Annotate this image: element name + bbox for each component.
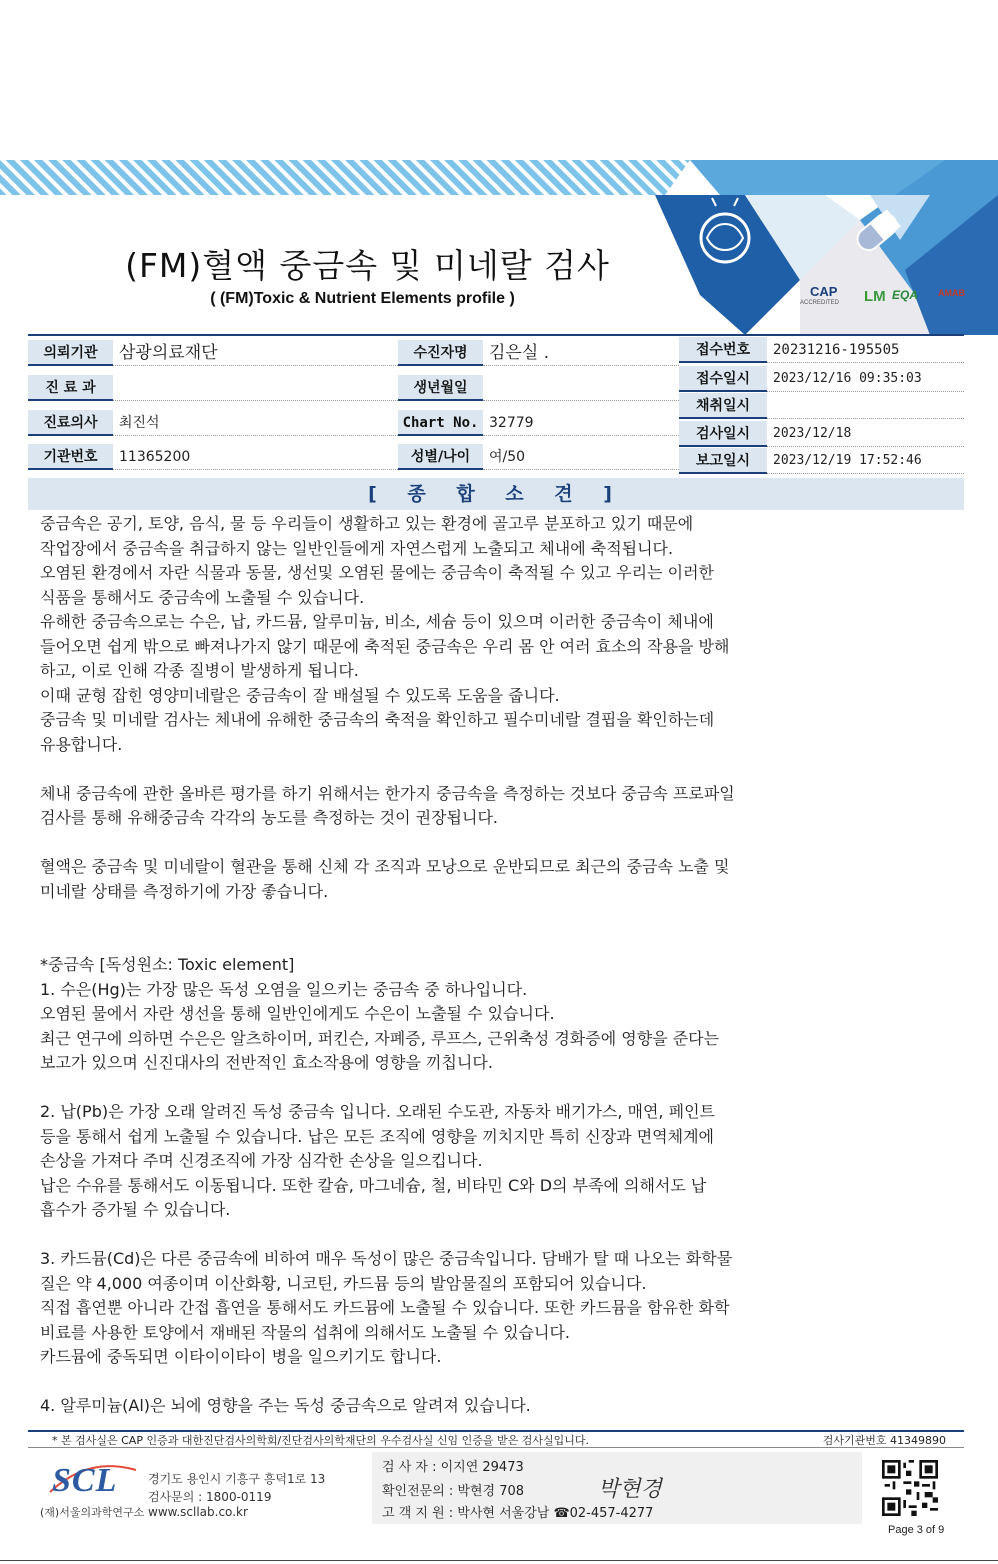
value-doctor: 최진석 (113, 410, 398, 436)
blank-line (40, 1370, 920, 1395)
body-line: 등을 통해서 쉽게 노출될 수 있습니다. 납은 모든 조직에 영향을 끼치지만 특히 신장과 면역체계에 (40, 1126, 714, 1146)
body-line: 비료를 사용한 토양에서 재배된 작물의 섭취에 의해서도 노출될 수 있습니다. (40, 1322, 570, 1342)
body-line: 하고, 이로 인해 각종 질병이 발생하게 됩니다. (40, 661, 359, 680)
label-department: 진 료 과 (28, 375, 113, 401)
value-receipt-no: 20231216-195505 (767, 337, 964, 363)
customer-support: 고 객 지 원 : 박사현 서울강남 ☎02-457-4277 (382, 1506, 654, 1521)
lab-website[interactable]: www.scllab.co.kr (148, 1505, 248, 1519)
value-report-dt: 2023/12/19 17:52:46 (767, 448, 964, 474)
body-line: 1. 수은(Hg)는 가장 많은 독성 오염을 일으키는 중금속 중 하나입니다. (40, 979, 528, 999)
value-chart-no: 32779 (483, 410, 679, 436)
page-subtitle: ( (FM)Toxic & Nutrient Elements profile ) (210, 290, 515, 307)
label-patient: 수진자명 (398, 340, 483, 366)
body-line: 중금속은 공기, 토양, 음식, 물 등 우리들이 생활하고 있는 환경에 골고루 분포하고 있기 때문에 (40, 514, 694, 533)
label-receipt-dt: 접수일시 (679, 366, 767, 392)
blank-line (40, 1223, 920, 1248)
confirming-specialist: 확인전문의 : 박현경 708 (382, 1484, 525, 1499)
value-inst-no: 11365200 (113, 444, 398, 470)
body-line: 식품을 통해서도 중금속에 노출될 수 있습니다. (40, 587, 365, 607)
body-line: *중금속 [독성원소: Toxic element] (40, 955, 295, 974)
body-line: 손상을 가져다 주며 신경조직에 가장 심각한 손상을 일으킵니다. (40, 1151, 483, 1170)
body-line: 카드뮴에 중독되면 이타이이타이 병을 일으키기도 합니다. (40, 1347, 442, 1366)
footer-mid-rule (28, 1447, 964, 1448)
body-line: 작업장에서 중금속을 취급하지 않는 일반인들에게 자연스럽게 노출되고 체내에 축적됩니다. (40, 538, 674, 558)
body-line: 미네랄 상태를 측정하기에 가장 좋습니다. (40, 881, 329, 901)
summary-body (40, 512, 920, 1419)
body-line: 2. 납(Pb)은 가장 오래 알려진 독성 중금속 입니다. 오래된 수도관, 자동차 배기가스, 매연, 페인트 (40, 1102, 715, 1121)
specialist-signature: 박현경 (598, 1477, 662, 1502)
label-receipt-no: 접수번호 (679, 337, 767, 363)
body-line: 유해한 중금속으로는 수은, 납, 카드뮴, 알루미늄, 비소, 세슘 등이 있으며 이러한 중금속이 체내에 (40, 612, 714, 631)
body-line: 오염된 물에서 자란 생선을 통해 일반인에게도 수은이 노출될 수 있습니다. (40, 1004, 555, 1023)
scl-logo-subtitle: (재)서울의과학연구소 (40, 1506, 145, 1519)
value-patient: 김은실 . (483, 340, 679, 366)
lab-contact: 검사문의 : 1800-0119 (148, 1490, 272, 1504)
body-line: 검사를 통해 유해중금속 각각의 농도를 측정하는 것이 권장됩니다. (40, 808, 499, 827)
body-line: 유용합니다. (40, 734, 123, 754)
value-test-dt: 2023/12/18 (767, 421, 964, 447)
label-institution: 의뢰기관 (28, 340, 113, 366)
summary-heading: [ 종 합 소 견 ] (28, 478, 964, 510)
value-sex-age: 여/50 (483, 444, 679, 470)
cap-logo-sub: ACCREDITED (800, 300, 840, 306)
label-inst-no: 기관번호 (28, 444, 113, 470)
body-line: 최근 연구에 의하면 수은은 알츠하이머, 퍼킨슨, 자폐증, 루프스, 근위축성 경화증에 영향을 준다는 (40, 1028, 720, 1048)
blank-line (40, 1076, 920, 1101)
bottom-rule (0, 1560, 998, 1561)
body-line: 직접 흡연뿐 아니라 간접 흡연을 통해서도 카드뮴에 노출될 수 있습니다. 또한 카드뮴을 함유한 화학 (40, 1298, 730, 1317)
eqa-logo: EQA (892, 288, 919, 302)
body-line: 체내 중금속에 관한 올바른 평가를 하기 위해서는 한가지 중금속을 측정하는 것보다 중금속 프로파일 (40, 783, 735, 803)
blank-line (40, 757, 920, 782)
page-number: Page 3 of 9 (888, 1524, 945, 1536)
value-receipt-dt: 2023/12/16 09:35:03 (767, 366, 964, 392)
value-birth (483, 375, 679, 401)
label-birth: 생년월일 (398, 375, 483, 401)
body-line: 이때 균형 잡힌 영양미네랄은 중금속이 잘 배설될 수 있도록 도움을 줍니다. (40, 685, 560, 705)
label-sex-age: 성별/나이 (398, 444, 483, 470)
accreditation-logos (798, 284, 966, 314)
lab-address: 경기도 용인시 기흥구 흥덕1로 13 (148, 1472, 326, 1486)
lab-registration-number: 검사기관번호 41349890 (822, 1434, 946, 1447)
label-report-dt: 보고일시 (679, 448, 767, 474)
lm-logo: LM (864, 288, 886, 305)
amab-logo: AMAB (938, 288, 965, 298)
label-test-dt: 검사일시 (679, 421, 767, 447)
label-collect-dt: 채취일시 (679, 393, 767, 419)
body-line: 3. 카드뮴(Cd)은 다른 중금속에 비하여 매우 독성이 많은 중금속입니다. 담배가 탈 때 나오는 화학물 (40, 1249, 733, 1268)
blank-line (40, 929, 920, 954)
body-line: 들어오면 쉽게 밖으로 빠져나가지 않기 때문에 축적된 중금속은 우리 몸 안 여러 효소의 작용을 방해 (40, 636, 730, 656)
cap-logo: CAP (810, 284, 838, 299)
qr-code-icon (882, 1460, 938, 1516)
value-institution: 삼광의료재단 (113, 340, 398, 366)
scl-logo: SCL (52, 1462, 118, 1499)
body-line: 질은 약 4,000 여종이며 이산화황, 니코틴, 카드뮴 등의 발암물질의 포함되어 있습니다. (40, 1273, 647, 1293)
label-chart-no: Chart No. (398, 410, 483, 436)
value-department (113, 375, 398, 401)
value-collect-dt (767, 393, 964, 419)
header-top-rule (28, 334, 964, 336)
label-doctor: 진료의사 (28, 410, 113, 436)
certification-note: * 본 검사실은 CAP 인증과 대한진단검사의학회/진단검사의학재단의 우수검사실 신임 인증을 받은 검사실입니다. (52, 1434, 590, 1447)
body-line: 중금속 및 미네랄 검사는 체내에 유해한 중금속의 축적을 확인하고 필수미네랄 결핍을 확인하는데 (40, 710, 715, 729)
blank-line (40, 904, 920, 929)
examiner: 검 사 자 : 이지연 29473 (382, 1460, 524, 1475)
body-line: 납은 수유를 통해서도 이동됩니다. 또한 칼슘, 마그네슘, 철, 비타민 C와 D의 부족에 의해서도 납 (40, 1175, 707, 1195)
body-line: 보고가 있으며 신진대사의 전반적인 효소작용에 영향을 끼칩니다. (40, 1053, 493, 1072)
body-line: 혈액은 중금속 및 미네랄이 혈관을 통해 신체 각 조직과 모낭으로 운반되므로 최근의 중금속 노출 및 (40, 857, 730, 876)
body-line: 흡수가 증가될 수 있습니다. (40, 1200, 231, 1219)
body-line: 오염된 환경에서 자란 식물과 동물, 생선및 오염된 물에는 중금속이 축적될 수 있고 우리는 이러한 (40, 563, 714, 582)
body-line: 4. 알루미늄(Al)은 뇌에 영향을 주는 독성 중금속으로 알려져 있습니다. (40, 1396, 531, 1415)
blank-line (40, 831, 920, 856)
page-title: (FM)혈액 중금속 및 미네랄 검사 (125, 246, 610, 285)
